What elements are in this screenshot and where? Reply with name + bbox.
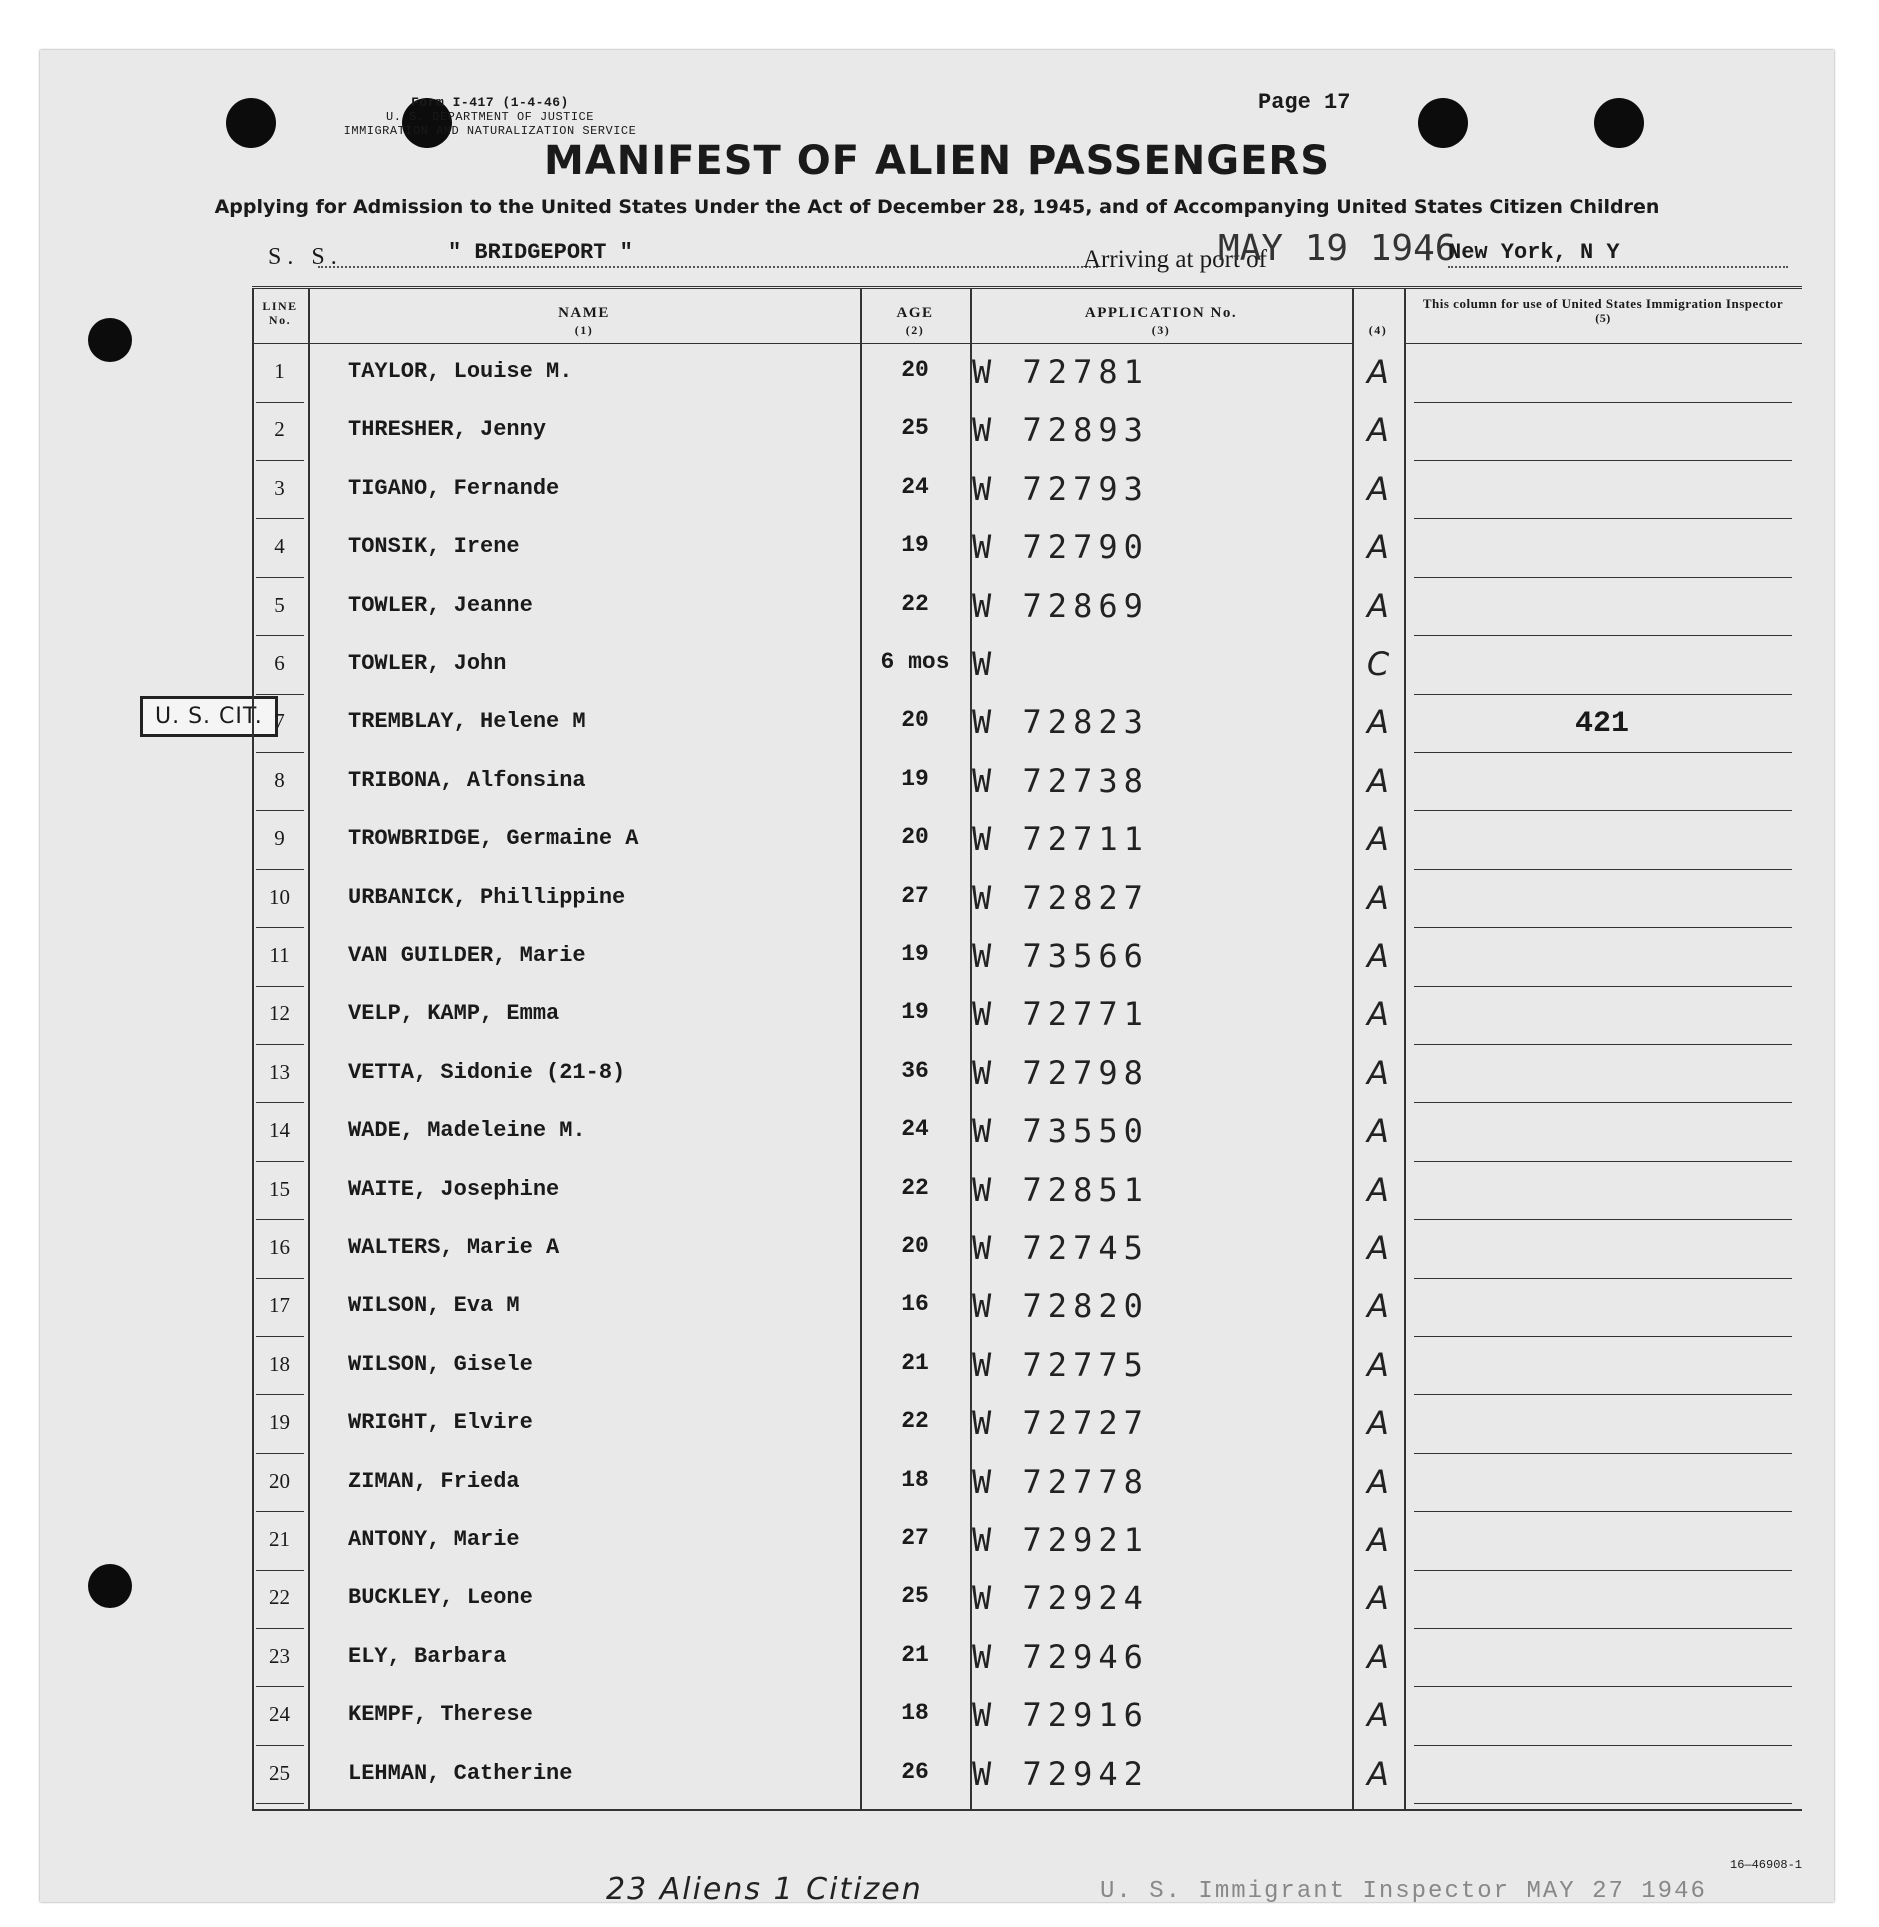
- line-number: 11: [269, 943, 290, 967]
- passenger-age: 19: [901, 999, 929, 1026]
- class-code: A: [1367, 1287, 1389, 1326]
- passenger-name: WADE, Madeleine M.: [348, 1118, 586, 1144]
- department: U. S. DEPARTMENT OF JUSTICE: [386, 110, 594, 124]
- table-row: [252, 579, 1802, 637]
- header-line-no: LINE No.: [262, 299, 298, 327]
- line-number: 7: [274, 709, 285, 734]
- line-number: 15: [269, 1176, 290, 1201]
- line-number: 3: [274, 475, 285, 500]
- header-class-num: (4): [1368, 323, 1388, 337]
- application-number: W 72869: [972, 586, 1149, 625]
- page-indicator: [1258, 90, 1350, 115]
- passenger-name: WILSON, Gisele: [348, 1351, 533, 1377]
- table-row: [252, 1688, 1802, 1746]
- row-rule: [256, 1803, 304, 1804]
- manifest-page: [40, 50, 1834, 1902]
- passenger-name: TIGANO, Fernande: [348, 475, 560, 501]
- line-number: 24: [269, 1702, 290, 1727]
- passenger-name: KEMPF, Therese: [348, 1702, 533, 1728]
- passenger-name: ELY, Barbara: [348, 1643, 507, 1669]
- handwritten-total: 23 Aliens 1 Citizen: [606, 1872, 923, 1902]
- table-row: [252, 1571, 1802, 1629]
- table-row: [252, 1455, 1802, 1513]
- page-label: Page: [1258, 90, 1311, 115]
- header-rule: [1404, 343, 1802, 344]
- table-row: [252, 929, 1802, 987]
- passenger-name: TREMBLAY, Helene M: [348, 709, 586, 735]
- class-code: A: [1367, 1754, 1389, 1793]
- form-code: 16—46908-1: [1730, 1858, 1803, 1872]
- passenger-age: 24: [901, 473, 929, 500]
- application-number: W: [972, 645, 998, 683]
- application-number: W 72823: [972, 703, 1149, 742]
- passenger-age: 20: [901, 707, 929, 734]
- passenger-age: 16: [901, 1291, 929, 1318]
- line-number: 12: [269, 1001, 290, 1026]
- table-row: [252, 812, 1802, 870]
- line-number: 23: [269, 1643, 290, 1668]
- line-number: 14: [269, 1118, 290, 1143]
- class-code: A: [1367, 703, 1389, 742]
- header-rule: [860, 343, 970, 344]
- page-title: MANIFEST OF ALIEN PASSENGERS: [543, 138, 1331, 184]
- header-name-num: (1): [574, 323, 594, 337]
- header-rule: [308, 343, 860, 344]
- line-number: 5: [274, 592, 285, 617]
- line-number: 10: [269, 884, 290, 909]
- application-number: W 72775: [972, 1345, 1149, 1384]
- class-code: A: [1367, 1462, 1389, 1501]
- table-row: [252, 1046, 1802, 1104]
- table-row: [252, 1338, 1802, 1396]
- class-code: A: [1367, 1053, 1389, 1092]
- application-number: W 72916: [972, 1696, 1149, 1735]
- application-number: W 72942: [972, 1754, 1149, 1793]
- passenger-name: LEHMAN, Catherine: [348, 1760, 573, 1786]
- passenger-name: WAITE, Josephine: [348, 1176, 560, 1202]
- line-number: 17: [269, 1293, 290, 1318]
- table-row: [252, 1396, 1802, 1454]
- class-code: A: [1367, 353, 1389, 391]
- class-code: C: [1366, 645, 1390, 683]
- line-number: 25: [269, 1760, 290, 1785]
- form-header: [280, 96, 700, 138]
- header-age-num: (2): [905, 323, 925, 337]
- table-row: [252, 1221, 1802, 1279]
- passenger-table: [252, 286, 1802, 1811]
- header-application: [970, 305, 1352, 339]
- passenger-name: VELP, KAMP, Emma: [348, 1001, 560, 1027]
- passenger-name: TONSIK, Irene: [348, 534, 520, 560]
- inspector-note: 421: [1574, 707, 1629, 742]
- class-code: A: [1367, 995, 1389, 1034]
- table-row: [252, 403, 1802, 461]
- us-citizen-stamp: U. S. CIT.: [140, 696, 278, 737]
- application-number: W 72820: [972, 1287, 1149, 1326]
- application-number: W 72771: [972, 995, 1149, 1034]
- passenger-name: VAN GUILDER, Marie: [348, 943, 586, 968]
- passenger-age: 22: [901, 1408, 929, 1435]
- class-code: A: [1367, 586, 1389, 625]
- line-number: 9: [274, 826, 285, 851]
- passenger-name: TOWLER, Jeanne: [348, 592, 533, 618]
- header-rule: [252, 343, 308, 344]
- passenger-name: ZIMAN, Frieda: [348, 1468, 520, 1494]
- class-code: A: [1367, 820, 1389, 859]
- passenger-age: 20: [901, 824, 929, 851]
- passenger-age: 22: [901, 590, 929, 617]
- line-number: 8: [274, 767, 285, 792]
- passenger-age: 26: [901, 1758, 929, 1785]
- class-code: A: [1367, 878, 1389, 917]
- table-row: [252, 462, 1802, 520]
- table-row: [252, 1279, 1802, 1337]
- application-number: W 72793: [972, 469, 1149, 508]
- passenger-age: 19: [901, 941, 929, 967]
- class-code: A: [1367, 1112, 1389, 1151]
- passenger-name: BUCKLEY, Leone: [348, 1585, 533, 1611]
- class-code: A: [1367, 1696, 1389, 1735]
- table-bottom-rule: [252, 1809, 1802, 1811]
- port-name: New York, N Y: [1448, 240, 1620, 265]
- table-row: [252, 871, 1802, 929]
- table-row: [252, 345, 1802, 403]
- header-class: [1352, 322, 1404, 339]
- header-age-label: AGE: [896, 305, 934, 321]
- line-number: 16: [269, 1235, 290, 1259]
- class-code: A: [1367, 469, 1389, 508]
- arrival-date-stamp: MAY 19 1946: [1218, 228, 1457, 269]
- class-code: A: [1367, 528, 1389, 567]
- dotted-rule: [318, 266, 1098, 268]
- class-code: A: [1367, 1229, 1389, 1267]
- application-number: W 72711: [972, 820, 1149, 859]
- passenger-age: 6 mos: [880, 649, 950, 675]
- service: IMMIGRATION AND NATURALIZATION SERVICE: [343, 124, 637, 138]
- table-row: [252, 520, 1802, 578]
- ss-label: S. S.: [268, 244, 343, 270]
- table-row: [252, 1747, 1802, 1805]
- table-row: [252, 987, 1802, 1045]
- row-rule: [1414, 1803, 1792, 1804]
- passenger-name: THRESHER, Jenny: [348, 417, 547, 443]
- class-code: A: [1367, 1637, 1389, 1676]
- application-number: W 72790: [972, 528, 1149, 567]
- passenger-age: 18: [901, 1700, 929, 1727]
- passenger-age: 24: [901, 1116, 929, 1143]
- passenger-age: 20: [901, 357, 929, 383]
- passenger-age: 27: [901, 882, 929, 909]
- table-row: [252, 1513, 1802, 1571]
- table-row: [252, 1104, 1802, 1162]
- passenger-age: 36: [901, 1057, 929, 1084]
- passenger-name: TROWBRIDGE, Germaine A: [348, 826, 639, 852]
- header-inspector-label: This column for use of United States Immigration Inspector: [1422, 296, 1784, 311]
- header-inspector-num: (5): [1595, 311, 1611, 325]
- application-number: W 72745: [972, 1229, 1149, 1267]
- passenger-name: TRIBONA, Alfonsina: [348, 767, 586, 793]
- header-age: [860, 305, 970, 339]
- table-row: [252, 1163, 1802, 1221]
- application-number: W 72798: [972, 1053, 1149, 1092]
- line-number: 22: [269, 1585, 290, 1610]
- application-number: W 72778: [972, 1462, 1149, 1501]
- header-application-label: APPLICATION No.: [1084, 305, 1238, 321]
- line-number: 13: [269, 1059, 290, 1084]
- table-row: [252, 637, 1802, 695]
- class-code: A: [1367, 411, 1389, 450]
- passenger-age: 18: [901, 1466, 929, 1493]
- application-number: W 72921: [972, 1521, 1149, 1559]
- application-number: W 72727: [972, 1404, 1149, 1443]
- line-number: 1: [274, 359, 285, 383]
- passenger-name: URBANICK, Phillippine: [348, 884, 626, 910]
- application-number: W 73550: [972, 1112, 1149, 1151]
- table-row: [252, 754, 1802, 812]
- header-inspector: [1404, 297, 1802, 325]
- class-code: A: [1367, 1345, 1389, 1384]
- header-rule: [970, 343, 1352, 344]
- punch-hole: [88, 1564, 132, 1608]
- passenger-age: 20: [901, 1233, 929, 1259]
- application-number: W 72827: [972, 878, 1149, 917]
- table-row: [252, 695, 1802, 753]
- passenger-age: 19: [901, 532, 929, 559]
- line-number: 21: [269, 1527, 290, 1551]
- application-number: W 72924: [972, 1579, 1149, 1618]
- table-row: [252, 1630, 1802, 1688]
- line-number: 2: [274, 417, 285, 442]
- class-code: A: [1367, 1521, 1389, 1559]
- arriving-label: Arriving at port of: [1083, 246, 1267, 273]
- application-number: W 72781: [972, 353, 1149, 391]
- passenger-name: WILSON, Eva M: [348, 1293, 520, 1319]
- passenger-age: 27: [901, 1525, 929, 1551]
- passenger-age: 25: [901, 1583, 929, 1610]
- form-number: Form I-417 (1-4-46): [411, 95, 569, 110]
- header-name-label: NAME: [558, 305, 610, 321]
- application-number: W 72738: [972, 761, 1149, 800]
- class-code: A: [1367, 937, 1389, 975]
- header-name: [308, 305, 860, 339]
- application-number: W 73566: [972, 937, 1149, 975]
- application-number: W 72893: [972, 411, 1149, 450]
- page-number: 17: [1324, 90, 1351, 115]
- passenger-name: ANTONY, Marie: [348, 1527, 520, 1552]
- line-number: 6: [274, 651, 285, 675]
- dotted-rule: [1448, 266, 1788, 268]
- inspector-stamp: U. S. Immigrant Inspector MAY 27 1946: [1100, 1878, 1707, 1902]
- line-number: 19: [269, 1410, 290, 1435]
- header-application-num: (3): [1151, 323, 1171, 337]
- ship-line: [268, 228, 1790, 274]
- line-number: 20: [269, 1468, 290, 1493]
- passenger-age: 21: [901, 1349, 929, 1376]
- passenger-age: 22: [901, 1174, 929, 1201]
- line-number: 18: [269, 1351, 290, 1376]
- application-number: W 72851: [972, 1170, 1149, 1209]
- passenger-age: 25: [901, 415, 929, 442]
- passenger-name: WRIGHT, Elvire: [348, 1410, 533, 1436]
- passenger-name: VETTA, Sidonie (21-8): [348, 1059, 626, 1085]
- class-code: A: [1367, 1170, 1389, 1209]
- application-number: W 72946: [972, 1637, 1149, 1676]
- passenger-name: TOWLER, John: [348, 651, 507, 676]
- ship-name: " BRIDGEPORT ": [448, 240, 633, 265]
- class-code: A: [1367, 1579, 1389, 1618]
- passenger-age: 21: [901, 1641, 929, 1668]
- class-code: A: [1367, 761, 1389, 800]
- passenger-name: WALTERS, Marie A: [348, 1235, 560, 1260]
- passenger-name: TAYLOR, Louise M.: [348, 359, 573, 384]
- page-subtitle: Applying for Admission to the United States Under the Act of December 28, 1945, and of Accompanying United States Citizen Children: [214, 196, 1660, 218]
- line-number: 4: [274, 534, 285, 559]
- passenger-age: 19: [901, 765, 929, 792]
- class-code: A: [1367, 1404, 1389, 1443]
- punch-hole: [88, 318, 132, 362]
